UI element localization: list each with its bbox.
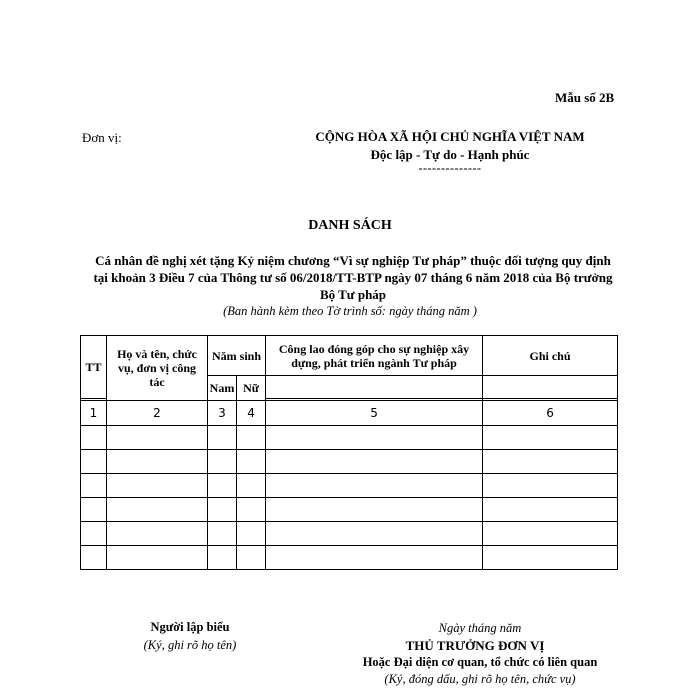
table-cell: [81, 498, 107, 522]
unit-label: Đơn vị:: [82, 130, 122, 145]
header-contribution-blank: [266, 376, 483, 399]
table-cell: [81, 546, 107, 570]
column-number: 4: [237, 401, 266, 426]
table-cell: [266, 498, 483, 522]
table-cell: [107, 522, 208, 546]
table-row: [81, 474, 618, 498]
header-female: Nữ: [237, 376, 266, 401]
header-note-blank: [483, 376, 618, 399]
table-cell: [483, 498, 618, 522]
table-cell: [266, 522, 483, 546]
column-number: 2: [107, 401, 208, 426]
header-male: Nam: [208, 376, 237, 401]
table-cell: [237, 474, 266, 498]
column-number: 6: [483, 401, 618, 426]
table-cell: [266, 546, 483, 570]
header-contribution: Công lao đóng góp cho sự nghiệp xây dựng, phát triển ngành Tư pháp: [266, 336, 483, 376]
table-cell: [483, 450, 618, 474]
table-cell: [107, 474, 208, 498]
table-cell: [81, 450, 107, 474]
table-cell: [208, 498, 237, 522]
table-cell: [483, 426, 618, 450]
preparer-title: Người lập biểu: [150, 620, 230, 634]
document-subtitle: Cá nhân đề nghị xét tặng Kỷ niệm chương “Vì sự nghiệp Tư pháp” thuộc đối tượng quy định tại khoản 3 Điều 7 của Thông tư số 06/2018/TT-BTP ngày 07 tháng 6 năm 2018 của Bộ trưởng Bộ Tư pháp: [93, 253, 613, 302]
nation-heading: CỘNG HÒA XÃ HỘI CHỦ NGHĨA VIỆT NAM: [315, 129, 585, 144]
form-number: Mẫu số 2B: [555, 90, 615, 105]
signing-date: Ngày tháng năm: [438, 621, 522, 635]
table-cell: [483, 546, 618, 570]
table-cell: [107, 546, 208, 570]
head-alternative: Hoặc Đại diện cơ quan, tổ chức có liên quan: [362, 655, 598, 669]
issued-note: (Ban hành kèm theo Tờ trình số: ngày tháng năm ): [223, 304, 477, 318]
table-cell: [107, 450, 208, 474]
table-cell: [208, 522, 237, 546]
table-cell: [483, 474, 618, 498]
header-birth-year: Năm sinh: [208, 336, 266, 376]
column-number: 3: [208, 401, 237, 426]
table-row: [81, 546, 618, 570]
header-name: Họ và tên, chức vụ, đơn vị công tác: [107, 336, 208, 401]
table-row: [81, 522, 618, 546]
table-cell: [237, 498, 266, 522]
table-cell: [107, 498, 208, 522]
table-cell: [237, 426, 266, 450]
table-row: [81, 450, 618, 474]
table-cell: [237, 522, 266, 546]
table-cell: [81, 426, 107, 450]
table-cell: [266, 450, 483, 474]
table-cell: [483, 522, 618, 546]
document-title: DANH SÁCH: [308, 218, 392, 233]
table-cell: [237, 450, 266, 474]
table-row: [81, 426, 618, 450]
table-cell: [107, 426, 208, 450]
column-number-row: [81, 401, 618, 426]
table-row: [81, 498, 618, 522]
column-number: 1: [81, 401, 107, 426]
table-cell: [208, 546, 237, 570]
header-no: TT: [81, 336, 107, 399]
column-number: 5: [266, 401, 483, 426]
motto: Độc lập - Tự do - Hạnh phúc: [370, 147, 530, 162]
table-cell: [208, 426, 237, 450]
header-note: Ghi chú: [483, 336, 618, 376]
motto-underline: --------------: [418, 161, 482, 175]
table-cell: [81, 522, 107, 546]
table-cell: [237, 546, 266, 570]
head-title: THỦ TRƯỞNG ĐƠN VỊ: [405, 638, 545, 653]
table-cell: [208, 474, 237, 498]
head-note: (Ký, đóng dấu, ghi rõ họ tên, chức vụ): [384, 672, 576, 686]
table-cell: [208, 450, 237, 474]
table-cell: [266, 474, 483, 498]
table-cell: [266, 426, 483, 450]
nominee-table: [80, 335, 618, 570]
table-cell: [81, 474, 107, 498]
preparer-note: (Ký, ghi rõ họ tên): [143, 638, 237, 652]
